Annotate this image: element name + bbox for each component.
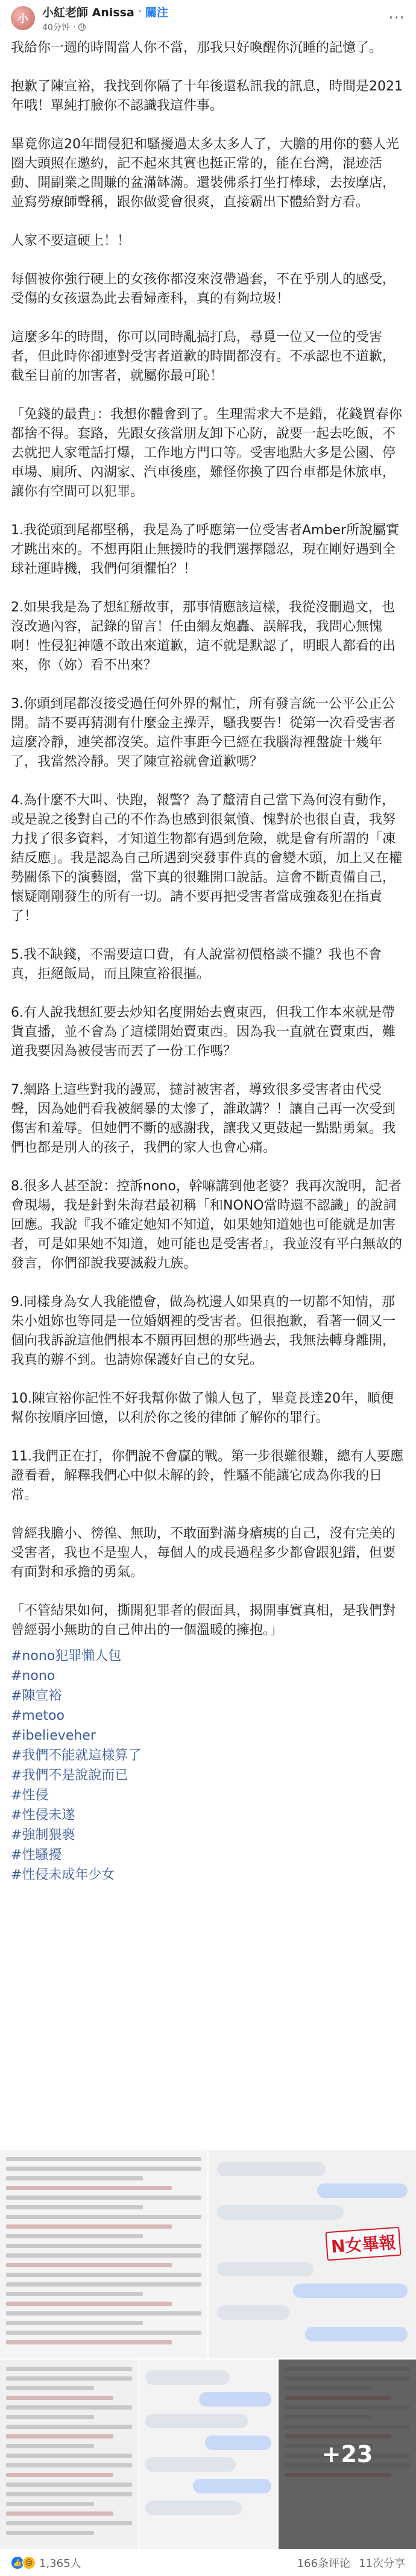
chat-bubble	[145, 2457, 236, 2472]
chat-bubble	[305, 2327, 408, 2341]
hashtag-link[interactable]: #我們不是說說而已	[11, 1768, 128, 1783]
like-icon: 👍	[11, 2556, 24, 2569]
post-paragraph: 10.陳宣裕你記性不好我幫你做了懶人包了，畢竟長達20年，順便幫你按順序回憶，以利於你之後的律師了解你的罪行。	[11, 1391, 394, 1425]
post-paragraph: 7.網路上這些對我的謾罵，撻討被害者，導致很多受害者由代受聲，因為她們看我被網暴的太慘了，誰敢講？！讓自己再一次受到傷害和羞辱。但她們不斷的感謝我，讓我又更鼓起一點點勇氣。我們也都是別人的孩子，我們的家人也會心痛。	[11, 1082, 396, 1155]
post-paragraph: 9.同樣身為女人我能體會，做為枕邊人如果真的一切都不知情，那朱小姐妳也等同是一位婚姻裡的受害者。但很抱歉，看著一個又一個向我訴說這他們根本不願再回想的那些過去，我無法轉身離開，我真的辦不到。也請妳保護好自己的女兒。	[11, 1295, 396, 1368]
photo-text-screenshot[interactable]	[0, 2360, 138, 2549]
separator-dot: ·	[72, 22, 76, 32]
screenshot-content	[6, 2367, 132, 2540]
hashtag-link[interactable]: #強制猥褻	[11, 1828, 75, 1843]
avatar[interactable]: 小	[11, 6, 35, 30]
comment-count[interactable]: 166条评论	[297, 2557, 351, 2570]
post-footer	[0, 2549, 416, 2576]
post-paragraph: 5.我不缺錢，不需要這口費，有人說當初價格談不攏？我也不會真，拒絕飯局，而且陳宣裕很摳。	[11, 947, 382, 982]
post-paragraph: 「免錢的最貴」：我想你體會到了。生理需求大不是錯，花錢買春你都捨不得。套路，先跟女孩當朋友卸下心防，說要一起去吃飯，不去就把人家電話打爆，工作地方門口等。受害地點大多是公園、停車場、廁所、內湖家、汽車後座，難怪你換了四台車都是休旅車，讓你有空間可以犯罪。	[11, 407, 403, 499]
chat-bubble	[145, 2501, 242, 2515]
post-paragraph: 畢竟你這20年間侵犯和騷擾過太多太多人了，大膽的用你的藝人光圈大頭照在邀約，記不起來其實也挺正常的，能在台灣，混迹活動、開副業之間賺的盆滿缽滿。還裝佛系打坐打棒球，去按摩店，並寫勞療師聲稱，跟你做愛會很爽，直接霸出下體給對方看。	[11, 137, 399, 210]
post-body	[0, 36, 416, 1885]
photo-chat-screenshot[interactable]	[209, 2150, 416, 2358]
post-paragraph: 4.為什麼不大叫、快跑，報警？為了釐清自己當下為何沒有動作，或是說之後對自己的不作為也感到很氣憤、愧對於也很自責，我努力找了很多資料，才知道生物都有遇到危險，就是會有所謂的「凍結反應」。我是認為自己所遇到突發事件真的會變木頭，加上又在權勢關係下的演藝圈，當下真的很難開口說話。這會不斷責備自己，懷疑剛剛發生的所有一切。請不要再把受害者當成強姦犯在指責了！	[11, 793, 403, 924]
post-paragraph: 2.如果我是為了想紅掰故事，那事情應該這樣，我從沒刪過文，也沒改過內容，記錄的留言！任由網友炮轟、誤解我，我問心無愧啊！性侵犯神隱不敢出來道歉，這不就是默認了，明眼人都看的出來，你（妳）看不出來？	[11, 600, 396, 673]
spreadsheet-content	[6, 2157, 201, 2350]
post-paragraph: 3.你頭到尾都沒接受過任何外界的幫忙，所有發言統一公平公正公開。請不要再猜測有什麼金主操弄，騷我要告！從第一次看受害者這麼冷靜，連笑都沒笑。這件事距今已經在我腦海裡盤旋十幾年了，我當然冷靜。哭了陳宣裕就會道歉嗎？	[11, 696, 396, 769]
post-meta	[42, 21, 168, 33]
more-photos-overlay[interactable]	[279, 2360, 416, 2549]
hashtag-link[interactable]: #性侵未遂	[11, 1808, 75, 1823]
engagement-counts	[297, 2555, 405, 2571]
post-paragraph: 6.有人說我想紅要去炒知名度開始去賣東西，但我工作本來就是帶貨直播，並不會為了這樣開始賣東西。因為我一直就在賣東西，難道我要因為被侵害而丟了一份工作嗎？	[11, 1005, 396, 1059]
hashtag-link[interactable]: #ibelieveher	[11, 1728, 96, 1743]
photo-chat-screenshot[interactable]	[139, 2360, 277, 2549]
chat-bubble	[145, 2370, 230, 2385]
follow-button[interactable]: 關注	[145, 5, 168, 19]
share-count[interactable]: 11次分享	[359, 2557, 405, 2570]
photo-spreadsheet[interactable]	[0, 2150, 207, 2358]
chat-bubble	[293, 2284, 408, 2298]
post-paragraph: 1.我從頭到尾都堅稱，我是為了呼應第一位受害者Amber所說屬實才跳出來的。不想再阻止無援時的我們選擇隱忍，現在剛好遇到全球社運時機，我們何須懼怕？！	[11, 523, 400, 576]
hashtag-list	[11, 1646, 405, 1885]
chat-bubble	[205, 2436, 271, 2450]
hashtag-link[interactable]: #性騷擾	[11, 1848, 62, 1863]
hashtag-link[interactable]: #nono犯罪懶人包	[11, 1649, 122, 1664]
post-paragraph: 11.我們正在打，你們說不會贏的戰。第一步很難很難，總有人要應證看看，解釋我們心中似未解的鈴，性騷不能讓它成為你我的日常。	[11, 1449, 403, 1503]
chat-bubble	[317, 2183, 408, 2198]
author-line	[42, 4, 168, 20]
hashtag-link[interactable]: #metoo	[11, 1708, 65, 1723]
chat-bubble	[193, 2479, 271, 2493]
chat-bubble	[217, 2305, 289, 2320]
post-paragraph: 「不管結果如何，撕開犯罪者的假面具，揭開事實真相，是我們對曾經弱小無助的自己伸出的一個溫暖的擁抱。」	[11, 1603, 396, 1638]
hashtag-link[interactable]: #我們不能就這樣算了	[11, 1748, 142, 1763]
chat-bubble	[199, 2392, 271, 2407]
hashtag-link[interactable]: #性侵未成年少女	[11, 1867, 115, 1883]
post-paragraph: 這麼多年的時間，你可以同時亂搞打鳥，尋覓一位又一位的受害者，但此時你卻連對受害者道歉的時間都沒有。不承認也不道歉，截至目前的加害者，就屬你最可恥！	[11, 330, 396, 384]
post-paragraph: 我給你一週的時間當人你不當，那我只好喚醒你沉睡的記憶了。	[11, 40, 383, 55]
globe-icon	[78, 24, 86, 31]
post-paragraph: 人家不要這硬上！！	[11, 233, 131, 248]
more-options-icon[interactable]: ···	[388, 9, 405, 27]
chat-bubble	[217, 2262, 314, 2276]
author-name[interactable]: 小紅老師 Anissa	[42, 5, 134, 19]
reactions-summary[interactable]	[11, 2555, 81, 2571]
photo-more[interactable]	[279, 2360, 416, 2549]
post-paragraph: 每個被你強行硬上的女孩你都沒來沒帶過套，不在乎別人的感受，受傷的女孩還為此去看婦產科，真的有夠垃圾！	[11, 272, 396, 306]
reaction-count: 1,365人	[39, 2557, 81, 2570]
post-header	[0, 0, 416, 36]
post-paragraph: 8.很多人甚至說：控訴nono，幹嘛講到他老婆？我再次說明，記者會現場，我是針對朱海君最初稱「和NONO當時還不認識」的說詞回應。我說『我不確定她知不知道，如果她知道她也可能就是加害者，可是如果她不知道，她可能也是受害者』，我並沒有平白無故的發言，你們卻說我要滅殺九族。	[11, 1179, 403, 1271]
separator-dot: ·	[137, 5, 142, 18]
chat-bubble	[217, 2205, 344, 2220]
post-paragraph: 抱歉了陳宣裕，我找到你隔了十年後還私訊我的訊息，時間是2021年哦！單純打臉你不認識我這件事。	[11, 79, 403, 113]
sad-icon: 😢	[22, 2556, 36, 2569]
hashtag-link[interactable]: #陳宣裕	[11, 1688, 62, 1703]
post-time[interactable]: 40分钟	[42, 22, 70, 33]
chat-bubble	[217, 2162, 326, 2176]
post-paragraph: 曾經我膽小、徬徨、無助，不敢面對滿身瘡痍的自己，沒有完美的受害者，我也不是聖人，每個人的成長過程多少都會跟犯錯，但要有面對和承擔的勇氣。	[11, 1526, 396, 1580]
photo-grid	[0, 2150, 416, 2549]
more-photos-count: +23	[321, 2441, 373, 2467]
hashtag-link[interactable]: #nono	[11, 1668, 55, 1684]
author-info	[42, 4, 168, 33]
hashtag-link[interactable]: #性侵	[11, 1788, 49, 1803]
chat-bubble	[145, 2414, 248, 2428]
watermark-label: N女畢報	[325, 2227, 401, 2261]
